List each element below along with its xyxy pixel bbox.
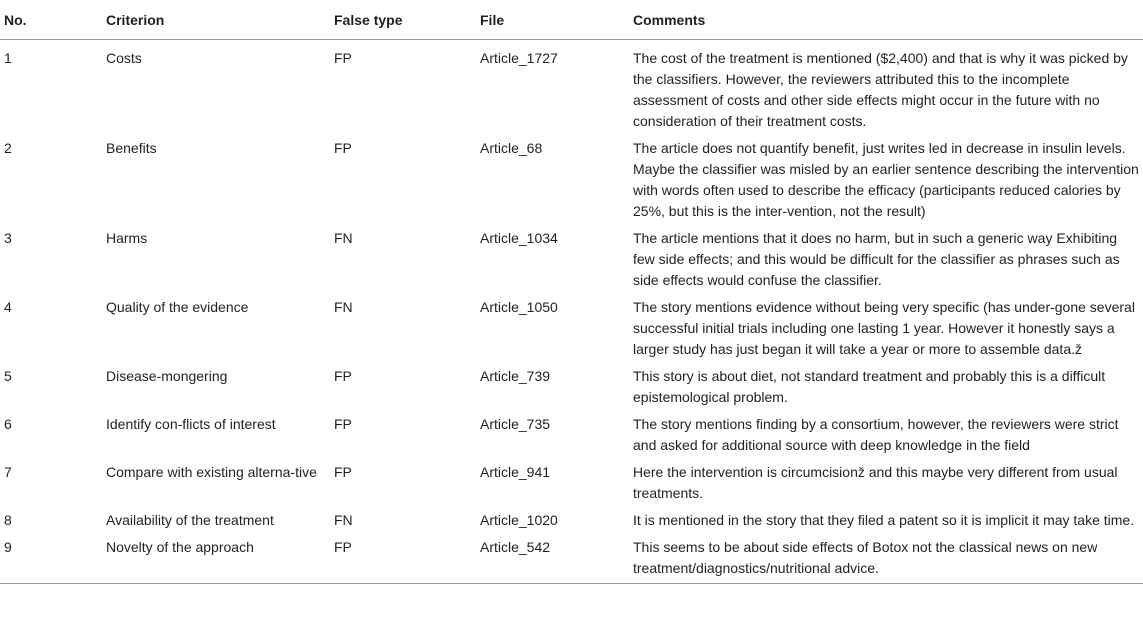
- cell-file: Article_542: [480, 531, 633, 584]
- table-row: [0, 504, 1143, 531]
- cell-criterion: Quality of the evidence: [106, 299, 249, 315]
- cell-comments: The cost of the treatment is mentioned ($2,400) and that is why it was picked by the classifiers. However, the reviewers attributed this to the incomplete assessment of costs and other side effects might occur in the future with no consideration of their treatment costs.: [633, 50, 1128, 129]
- cell-file: Article_941: [480, 464, 551, 480]
- cell-no: 9: [0, 531, 106, 584]
- cell-false-type: FN: [334, 230, 353, 246]
- cell-comments: This seems to be about side effects of Botox not the classical news on new treatment/diagnostics/nutritional advice.: [633, 531, 1143, 584]
- cell-comments: It is mentioned in the story that they filed a patent so it is implicit it may take time.: [633, 512, 1135, 528]
- table-row: [0, 360, 1143, 408]
- cell-comments: The story mentions finding by a consortium, however, the reviewers were strict and asked for additional source with deep knowledge in the field: [633, 416, 1119, 453]
- cell-criterion: Benefits: [106, 140, 157, 156]
- cell-criterion: Costs: [106, 50, 142, 66]
- cell-false-type: FP: [334, 464, 352, 480]
- cell-criterion: Disease-mongering: [106, 368, 228, 384]
- header-row: [0, 0, 1143, 40]
- header-comments: Comments: [633, 0, 1143, 40]
- cell-comments: The article does not quantify benefit, just writes led in decrease in insulin levels. Maybe the classifier was misled by an earlier sentence describing the intervention with words often used to describe the efficacy (participants reduced calories by 25%, but this is the inter-vention, not the result): [633, 140, 1139, 219]
- table-row: [0, 531, 1143, 584]
- table-row: [0, 408, 1143, 456]
- cell-false-type: FN: [334, 299, 353, 315]
- cell-criterion: Identify con-flicts of interest: [106, 416, 276, 432]
- cell-no: 5: [4, 368, 12, 384]
- cell-false-type: FP: [334, 140, 352, 156]
- cell-false-type: FP: [334, 416, 352, 432]
- cell-criterion: Harms: [106, 230, 148, 246]
- cell-file: Article_735: [480, 416, 551, 432]
- header-no: No.: [0, 0, 106, 40]
- cell-file: Article_68: [480, 140, 543, 156]
- cell-no: 7: [4, 464, 12, 480]
- cell-file: Article_1020: [480, 512, 558, 528]
- table-row: [0, 291, 1143, 360]
- cell-file: Article_1050: [480, 299, 558, 315]
- cell-no: 1: [4, 50, 12, 66]
- table-body: [0, 40, 1143, 584]
- table-row: [0, 132, 1143, 222]
- cell-criterion: Availability of the treatment: [106, 512, 274, 528]
- cell-no: 8: [4, 512, 12, 528]
- cell-comments: The article mentions that it does no harm, but in such a generic way Exhibiting few side effects; and this would be difficult for the classifier as phrases such as side effects would confuse the classifier.: [633, 230, 1120, 288]
- cell-criterion: Novelty of the approach: [106, 531, 334, 584]
- table-header: [0, 0, 1143, 40]
- header-criterion: Criterion: [106, 0, 334, 40]
- header-file: File: [480, 0, 633, 40]
- cell-no: 2: [4, 140, 12, 156]
- table-row: [0, 40, 1143, 133]
- cell-false-type: FP: [334, 50, 352, 66]
- cell-no: 3: [4, 230, 12, 246]
- cell-false-type: FP: [334, 531, 480, 584]
- cell-criterion: Compare with existing alterna-tive: [106, 464, 317, 480]
- table-row: [0, 456, 1143, 504]
- table-row: [0, 222, 1143, 291]
- cell-false-type: FN: [334, 512, 353, 528]
- cell-file: Article_1034: [480, 230, 558, 246]
- cell-comments: This story is about diet, not standard treatment and probably this is a difficult epistemological problem.: [633, 368, 1106, 405]
- cell-no: 6: [4, 416, 12, 432]
- cell-comments: Here the intervention is circumcisionž and this maybe very different from usual treatments.: [633, 464, 1118, 501]
- cell-no: 4: [4, 299, 12, 315]
- cell-comments: The story mentions evidence without being very specific (has under-gone several successful initial trials including one lasting 1 year. However it honestly says a larger study has just began it will take a year or more to assemble data.ž: [633, 299, 1135, 357]
- cell-file: Article_1727: [480, 50, 558, 66]
- cell-false-type: FP: [334, 368, 352, 384]
- header-false-type: False type: [334, 0, 480, 40]
- cell-file: Article_739: [480, 368, 551, 384]
